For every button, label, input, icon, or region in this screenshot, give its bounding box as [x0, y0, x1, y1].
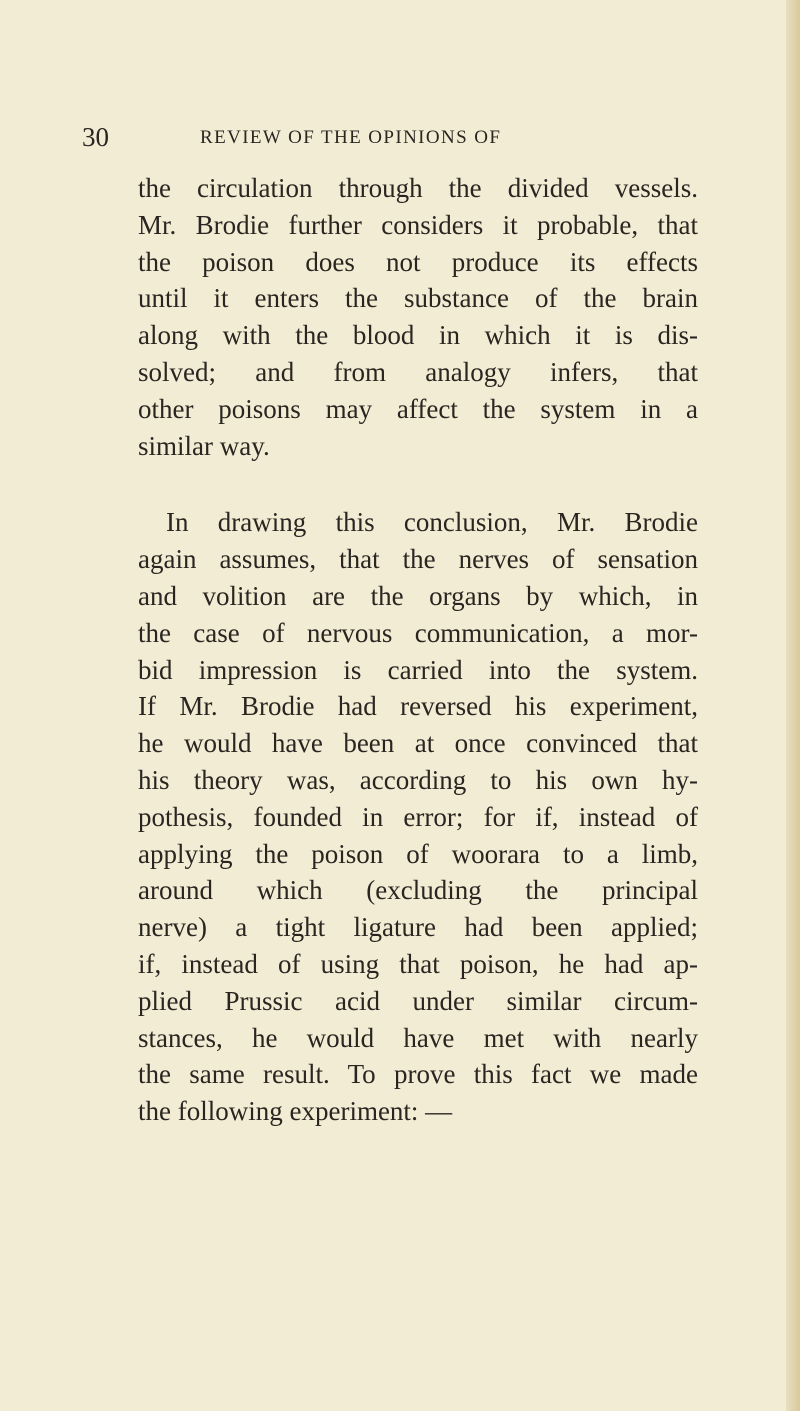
text-line: If Mr. Brodie had reversed his experiment, [138, 691, 698, 722]
text-line: the same result. To prove this fact we made [138, 1059, 698, 1090]
text-line: solved; and from analogy infers, that [138, 356, 698, 387]
page-edge [786, 0, 800, 1411]
paragraph-gap [138, 464, 698, 504]
text-line: In drawing this conclusion, Mr. Brodie [166, 507, 698, 538]
text-line: plied Prussic acid under similar circum- [138, 985, 698, 1016]
text-line: he would have been at once convinced that [138, 728, 698, 759]
text-line: bid impression is carried into the system. [138, 654, 698, 685]
paragraph [138, 504, 698, 1130]
text-line: until it enters the substance of the brain [138, 283, 698, 314]
text-line: the case of nervous communication, a mor- [138, 617, 698, 648]
body-text [138, 170, 698, 1130]
text-line: around which (excluding the principal [138, 875, 698, 906]
page-number: 30 [82, 122, 109, 152]
text-line: similar way. [138, 430, 270, 461]
paragraph [138, 170, 698, 464]
text-line: stances, he would have met with nearly [138, 1022, 698, 1053]
text-line: nerve) a tight ligature had been applied; [138, 912, 698, 943]
text-line: his theory was, according to his own hy- [138, 764, 698, 795]
text-line: again assumes, that the nerves of sensation [138, 544, 698, 575]
running-head: REVIEW OF THE OPINIONS OF [200, 127, 502, 148]
text-line: along with the blood in which it is dis- [138, 320, 698, 351]
text-line: if, instead of using that poison, he had ap- [138, 948, 698, 979]
page-header [82, 120, 702, 154]
text-line: the poison does not produce its effects [138, 246, 698, 277]
text-line: applying the poison of woorara to a limb, [138, 838, 698, 869]
text-line: other poisons may affect the system in a [138, 393, 698, 424]
text-line: the circulation through the divided vessels. [138, 173, 698, 203]
text-line: and volition are the organs by which, in [138, 580, 698, 611]
text-line: the following experiment: — [138, 1096, 453, 1127]
text-line: pothesis, founded in error; for if, instead of [138, 801, 698, 832]
text-line: Mr. Brodie further considers it probable, that [138, 209, 698, 240]
